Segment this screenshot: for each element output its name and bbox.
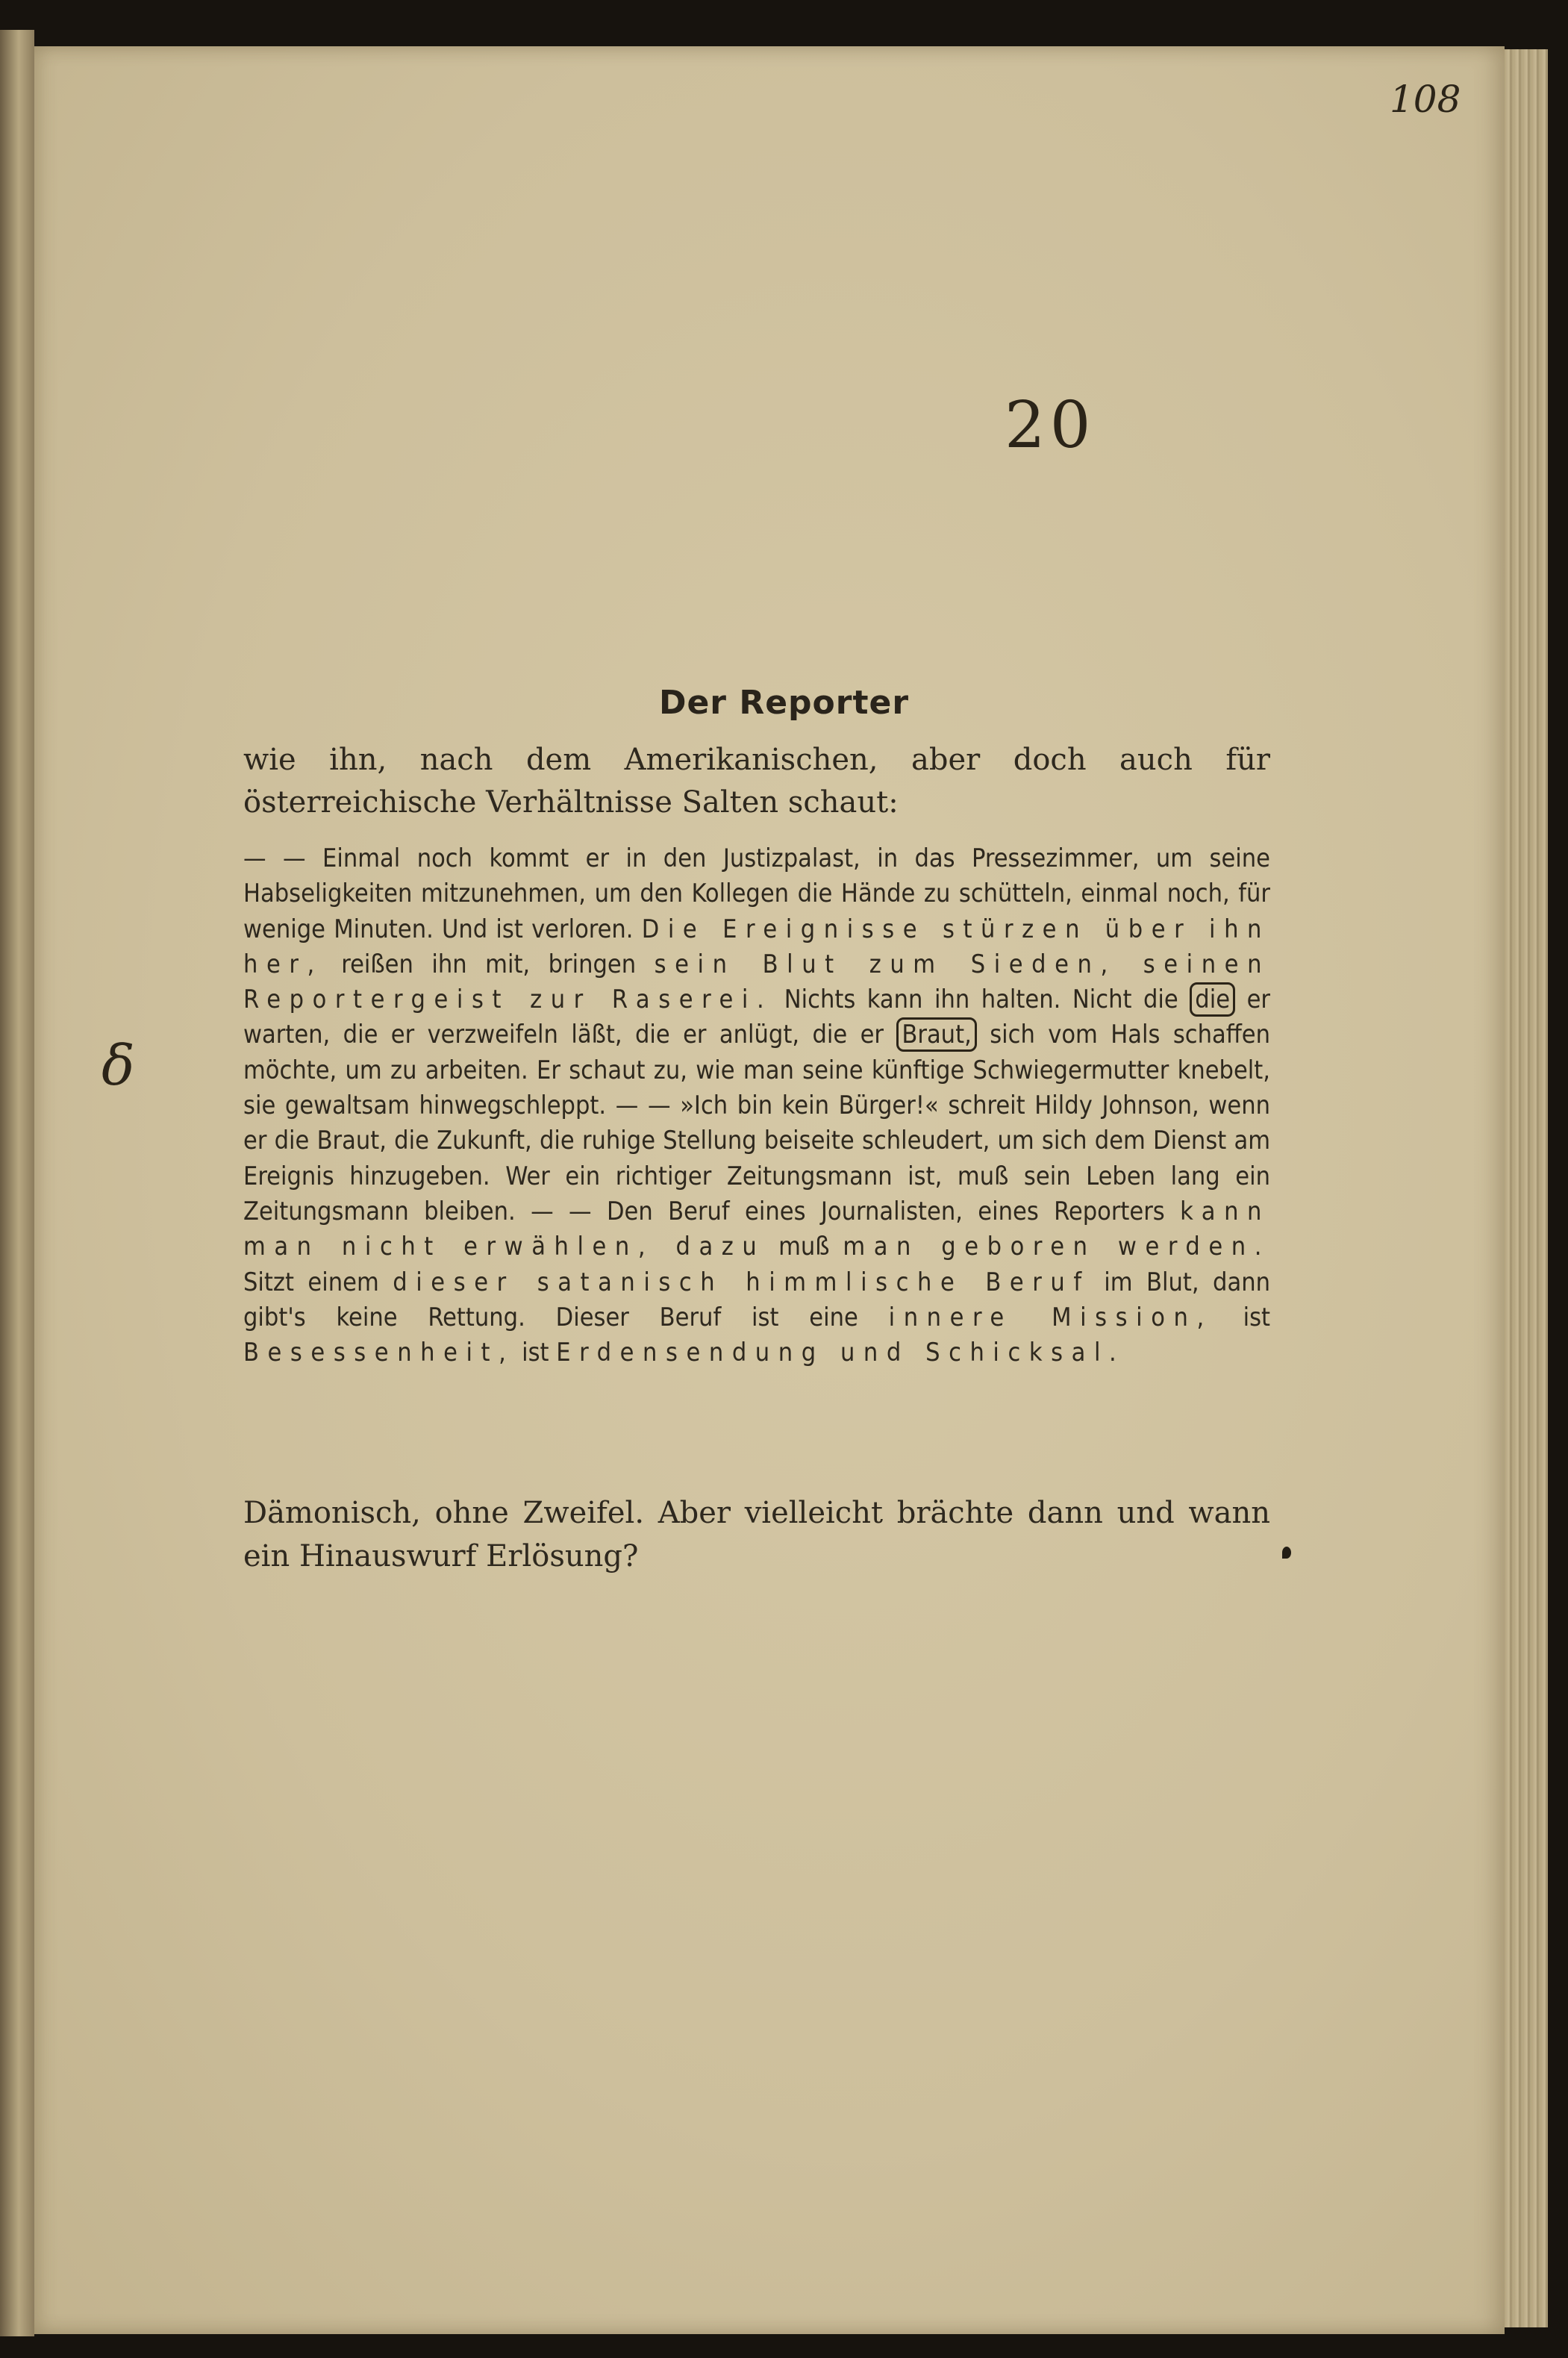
page-stack-edge [1505, 49, 1548, 2327]
quote-text: Nichts kann ihn halten. Nicht die [784, 985, 1178, 1015]
quote-text: ist [522, 1338, 549, 1368]
handwritten-margin-mark: δ [101, 1034, 135, 1098]
spaced-text: man geboren werden. [843, 1232, 1271, 1262]
quote-text: sich vom Hals schaffen möchte, um zu arbeiten. Er schaut zu, wie man seine künftige Schwiegermutter knebelt, sie gewaltsam hinwegschleppt. — — »Ich bin kein Bürger!« schreit Hildy Johnson, wenn er die Braut, die Zukunft, die ruhige Stellung beiseite schleudert, um sich dem Dienst am Ereignis hinzugeben. Wer ein richtiger Zeitungsmann ist, muß sein Leben lang ein Zeitungsmann bleiben. — — Den Beruf eines Journalisten, eines Reporters [243, 1020, 1270, 1226]
spaced-text: dieser satanisch himmlische Beruf [393, 1267, 1090, 1297]
spaced-text: Besessenheit, [243, 1338, 515, 1368]
quote-text: im Blut, dann gibt's keine Rettung. Dieser Beruf ist eine [243, 1267, 1270, 1332]
closing-paragraph: Dämonisch, ohne Zweifel. Aber vielleicht brächte dann und wann ein Hinauswurf Erlösung? [243, 1496, 1270, 1573]
quote-text: muß [778, 1232, 830, 1262]
quote-text: ist [1243, 1302, 1270, 1332]
spaced-text: Die Ereignisse stürzen über ihn her, [243, 914, 1270, 979]
quote-text: er warten, die er verzweifeln läßt, die er anlügt, die er [243, 985, 1270, 1050]
quote-paragraph [243, 841, 1270, 1370]
spaced-text: innere Mission, [888, 1302, 1213, 1332]
running-title: Der Reporter [658, 684, 910, 722]
book-spine-edge [0, 30, 34, 2336]
quote-text: — — Einmal noch kommt er in den Justizpalast, in das Pressezimmer, um seine Habseligkeiten mitzunehmen, um den Kollegen die Hände zu schütteln, einmal noch, für wenige Minuten. Und ist verloren. [243, 843, 1270, 944]
spaced-text: kann man nicht erwählen, dazu [243, 1196, 1270, 1262]
quote-text: reißen ihn mit, bringen [341, 949, 637, 979]
end-mark [1282, 1547, 1291, 1559]
handwritten-chapter-mark: 20 [1005, 388, 1096, 463]
circled-word: die [1190, 982, 1235, 1017]
handwritten-page-number: 108 [1390, 78, 1461, 121]
circled-word: Braut, [896, 1017, 976, 1052]
spaced-text: sein Blut zum Sieden, seinen Reportergeist zur Raserei. [243, 949, 1271, 1015]
spaced-text: Erdensendung und Schicksal. [556, 1338, 1125, 1368]
quote-text: Sitzt einem [243, 1267, 379, 1297]
intro-paragraph: wie ihn, nach dem Amerikanischen, aber doch auch für österreichische Verhältnisse Salten schaut: [243, 743, 1270, 820]
